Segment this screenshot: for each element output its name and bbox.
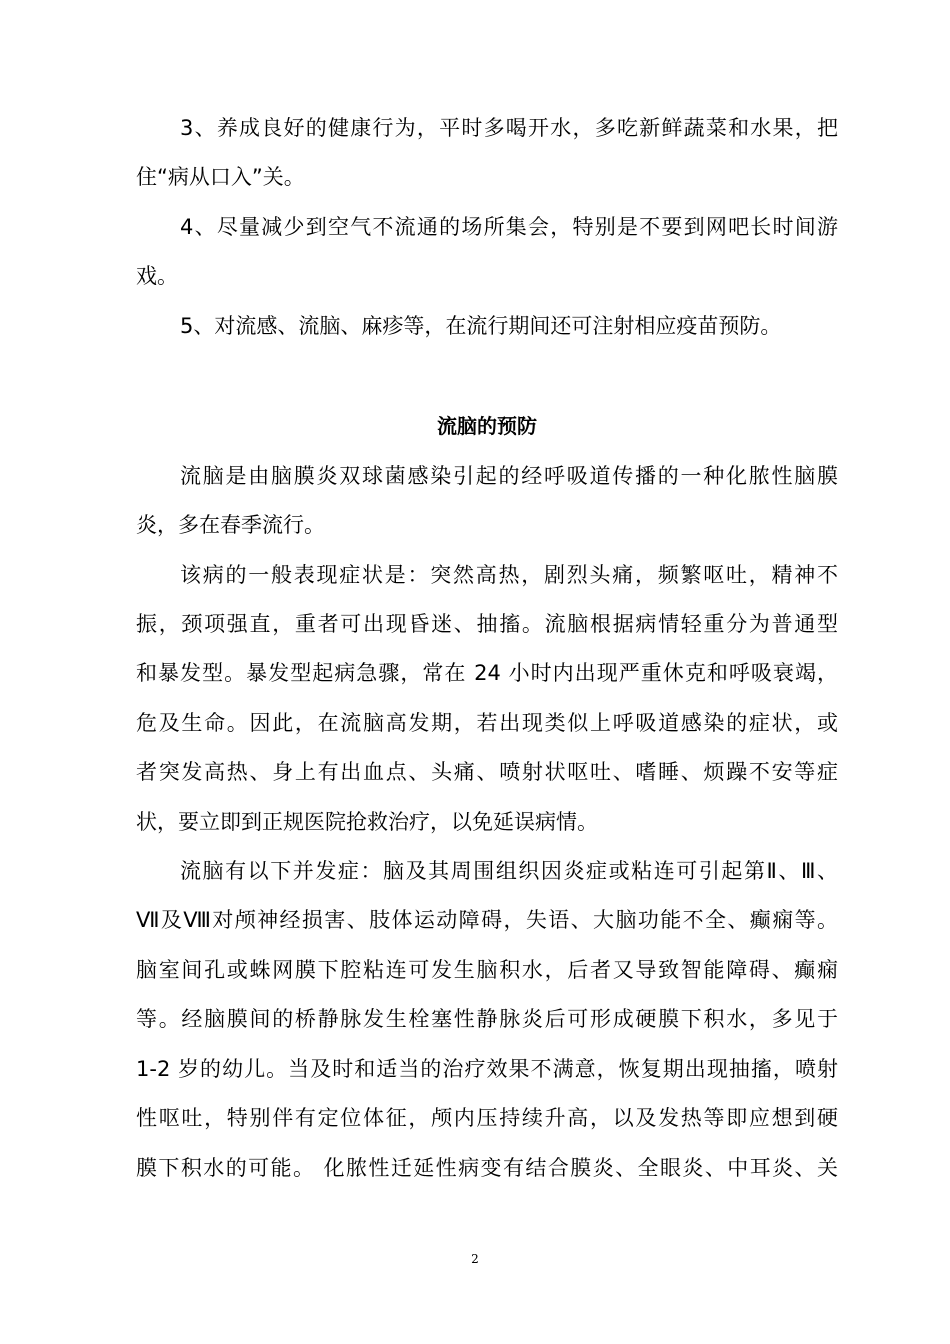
section-title: 流脑的预防 xyxy=(437,414,537,438)
list-item-4-line-1: 4、尽量减少到空气不流通的场所集会，特别是不要到网吧长时间游 xyxy=(180,215,838,239)
list-item-4-line-2: 戏。 xyxy=(136,264,178,288)
page-number: 2 xyxy=(471,1252,479,1266)
list-item-5-line-1: 5、对流感、流脑、麻疹等，在流行期间还可注射相应疫苗预防。 xyxy=(180,314,782,338)
paragraph-2-line-2: 振，颈项强直，重者可出现昏迷、抽搐。流脑根据病情轻重分为普通型 xyxy=(136,612,838,636)
paragraph-3-line-1: 流脑有以下并发症：脑及其周围组织因炎症或粘连可引起第Ⅱ、Ⅲ、 xyxy=(180,859,838,883)
paragraph-3-line-2: Ⅶ及Ⅷ对颅神经损害、肢体运动障碍，失语、大脑功能不全、癫痫等。 xyxy=(136,908,838,932)
paragraph-3-line-7: 膜下积水的可能。 化脓性迁延性病变有结合膜炎、全眼炎、中耳炎、关 xyxy=(136,1156,838,1180)
paragraph-2-line-4: 危及生命。因此，在流脑高发期，若出现类似上呼吸道感染的症状，或 xyxy=(136,711,838,735)
paragraph-3-line-3: 脑室间孔或蛛网膜下腔粘连可发生脑积水，后者又导致智能障碍、癫痫 xyxy=(136,958,838,982)
list-item-3-line-2: 住“病从口入”关。 xyxy=(136,165,305,189)
list-item-3-line-1: 3、养成良好的健康行为，平时多喝开水，多吃新鲜蔬菜和水果，把 xyxy=(180,116,838,140)
paragraph-1-line-2: 炎，多在春季流行。 xyxy=(136,513,325,537)
paragraph-3-line-5: 1-2 岁的幼儿。当及时和适当的治疗效果不满意，恢复期出现抽搐，喷射 xyxy=(136,1057,838,1081)
paragraph-2-line-3: 和暴发型。暴发型起病急骤，常在 24 小时内出现严重休克和呼吸衰竭， xyxy=(136,661,838,685)
paragraph-3-line-6: 性呕吐，特别伴有定位体征，颅内压持续升高，以及发热等即应想到硬 xyxy=(136,1106,838,1130)
paragraph-2-line-6: 状，要立即到正规医院抢救治疗，以免延误病情。 xyxy=(136,810,598,834)
paragraph-2-line-5: 者突发高热、身上有出血点、头痛、喷射状呕吐、嗜睡、烦躁不安等症 xyxy=(136,760,838,784)
paragraph-1-line-1: 流脑是由脑膜炎双球菌感染引起的经呼吸道传播的一种化脓性脑膜 xyxy=(180,464,838,488)
paragraph-2-line-1: 该病的一般表现症状是：突然高热，剧烈头痛，频繁呕吐，精神不 xyxy=(180,563,838,587)
paragraph-3-line-4: 等。经脑膜间的桥静脉发生栓塞性静脉炎后可形成硬膜下积水，多见于 xyxy=(136,1007,838,1031)
